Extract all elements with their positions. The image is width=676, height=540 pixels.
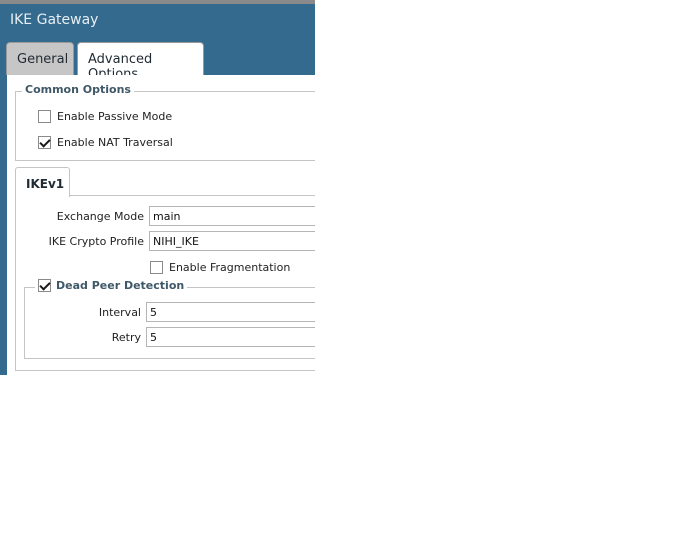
tab-general[interactable]: General	[6, 42, 74, 75]
passive-mode-row[interactable]	[38, 108, 172, 124]
nat-traversal-checkbox[interactable]	[38, 136, 51, 149]
retry-input[interactable]: 5	[146, 327, 315, 347]
tab-advanced-options[interactable]: Advanced	[77, 42, 204, 75]
fragmentation-label: Enable Fragmentation	[169, 260, 291, 274]
nat-traversal-row[interactable]	[38, 134, 173, 150]
dead-peer-detection-group	[24, 279, 315, 359]
fragmentation-checkbox[interactable]	[150, 261, 163, 274]
common-options-legend: Common Options	[22, 83, 134, 96]
dead-peer-detection-checkbox[interactable]	[38, 279, 51, 292]
tab-ikev1[interactable]: IKEv1	[15, 167, 70, 197]
exchange-mode-label: Exchange Mode	[56, 210, 144, 223]
ike-crypto-profile-label: IKE Crypto Profile	[48, 235, 144, 248]
dead-peer-detection-label: Dead Peer Detection	[56, 279, 185, 292]
retry-label: Retry	[111, 331, 141, 344]
exchange-mode-select[interactable]: main	[149, 206, 315, 226]
dialog-title: IKE Gateway	[10, 12, 99, 28]
tab-bar	[0, 42, 315, 75]
fragmentation-row[interactable]	[150, 259, 290, 275]
interval-input[interactable]: 5	[146, 302, 315, 322]
ike-crypto-profile-select[interactable]: NIHI_IKE	[149, 231, 315, 251]
passive-mode-checkbox[interactable]	[38, 110, 51, 123]
common-options-group	[15, 83, 315, 161]
nat-traversal-label: Enable NAT Traversal	[57, 135, 173, 149]
dead-peer-detection-legend[interactable]	[35, 279, 187, 292]
advanced-options-panel	[7, 75, 315, 375]
interval-label: Interval	[98, 306, 141, 319]
ike-gateway-dialog	[0, 0, 315, 375]
passive-mode-label: Enable Passive Mode	[57, 109, 173, 123]
